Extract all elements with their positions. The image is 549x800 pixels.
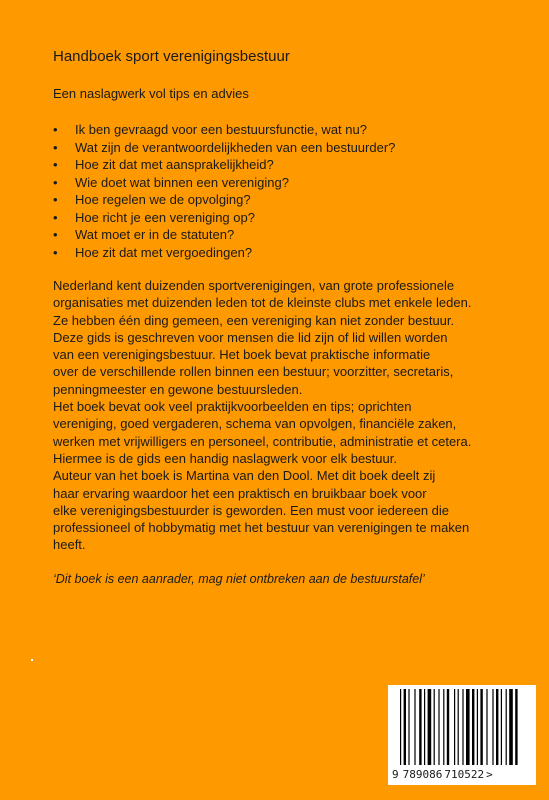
- question-list: [53, 121, 395, 261]
- question-text: Wie doet wat binnen een vereniging?: [75, 174, 289, 190]
- barcode-bars: [396, 689, 528, 767]
- question-item: [53, 244, 395, 262]
- barcode-bar: [414, 689, 415, 765]
- description-line: over de verschillende rollen binnen een bestuur; voorzitter, secretaris,: [53, 364, 454, 380]
- barcode-bar: [447, 689, 449, 765]
- description-line: van een verenigingsbestuur. Het boek bevat praktische informatie: [53, 347, 431, 363]
- question-text: Hoe richt je een vereniging op?: [75, 209, 255, 225]
- barcode-bar: [404, 689, 406, 765]
- description-line: heeft.: [53, 537, 86, 553]
- description-line: elke verenigingsbestuurder is geworden. Een must voor iedereen die: [53, 502, 450, 518]
- barcode-bar: [509, 689, 513, 765]
- description-line: Het boek bevat ook veel praktijkvoorbeelden en tips; oprichten: [53, 399, 412, 415]
- isbn-group-1: 789086: [402, 768, 443, 781]
- isbn-number: [392, 768, 493, 781]
- bullet-dot: •: [53, 139, 58, 155]
- barcode-bar: [462, 689, 463, 765]
- isbn-arrow: >: [486, 768, 493, 781]
- description-line: haar ervaring waardoor het een praktisch en bruikbaar boek voor: [53, 485, 427, 501]
- book-title: Handboek sport verenigingsbestuur: [53, 48, 290, 65]
- barcode-bar: [515, 689, 517, 765]
- barcode-bar: [434, 689, 435, 765]
- barcode-bar: [443, 689, 444, 765]
- review-quote: ‘Dit boek is een aanrader, mag niet ontbreken aan de bestuurstafel’: [53, 572, 425, 586]
- barcode-bar: [424, 689, 425, 765]
- barcode-bar: [477, 689, 478, 765]
- question-item: [53, 191, 395, 209]
- question-text: Ik ben gevraagd voor een bestuursfunctie, wat nu?: [75, 122, 367, 137]
- question-item: [53, 209, 395, 227]
- book-subtitle: Een naslagwerk vol tips en advies: [53, 86, 249, 101]
- question-text: Hoe zit dat met vergoedingen?: [75, 244, 253, 260]
- barcode-bar: [400, 689, 401, 765]
- barcode-bar: [480, 689, 482, 765]
- barcode-bar: [501, 689, 502, 765]
- barcode-bar: [466, 689, 470, 765]
- isbn-group-2: 710522: [444, 768, 485, 781]
- question-item: [53, 139, 395, 157]
- decorative-speck: [31, 659, 33, 661]
- description-line: Nederland kent duizenden sportverenigingen, van grote professionele: [53, 278, 455, 293]
- description-line: professioneel of hobbymatig met het bestuur van verenigingen te maken: [53, 520, 470, 536]
- bullet-dot: •: [53, 122, 58, 137]
- barcode-bar: [472, 689, 474, 765]
- description-text: [53, 277, 533, 554]
- description-line: vereniging, goed vergaderen, schema van opvolgen, financiële zaken,: [53, 416, 457, 432]
- barcode-bar: [496, 689, 498, 765]
- barcode-bar: [454, 689, 455, 765]
- description-line: Ze hebben één ding gemeen, een vereniging kan niet zonder bestuur.: [53, 312, 455, 328]
- barcode-bar: [408, 689, 409, 765]
- description-line: Auteur van het boek is Martina van den Dool. Met dit boek deelt zij: [53, 468, 436, 484]
- question-text: Wat moet er in de statuten?: [75, 227, 235, 242]
- question-item: [53, 226, 395, 244]
- bullet-dot: •: [53, 227, 58, 242]
- bullet-dot: •: [53, 244, 58, 260]
- bullet-dot: •: [53, 174, 58, 190]
- barcode-bar: [486, 689, 487, 765]
- barcode-bar: [458, 689, 459, 765]
- description-line: Hiermee is de gids een handig naslagwerk voor elk bestuur.: [53, 450, 397, 466]
- isbn-lead-digit: 9: [392, 768, 399, 781]
- description-line: werken met vrijwilligers en personeel, contributie, administratie et cetera.: [53, 433, 472, 449]
- barcode-bar: [419, 689, 421, 765]
- bullet-dot: •: [53, 192, 58, 207]
- question-text: Wat zijn de verantwoordelijkheden van een bestuurder?: [75, 139, 396, 155]
- question-item: [53, 156, 395, 174]
- bullet-dot: •: [53, 209, 58, 225]
- isbn-barcode: [388, 685, 536, 785]
- barcode-bar: [438, 689, 439, 765]
- description-line: Deze gids is geschreven voor mensen die lid zijn of lid willen worden: [53, 329, 448, 345]
- question-item: [53, 121, 395, 139]
- question-item: [53, 174, 395, 192]
- barcode-bar: [428, 689, 432, 765]
- barcode-bar: [506, 689, 507, 765]
- bullet-dot: •: [53, 157, 58, 172]
- description-line: penningmeester en gewone bestuursleden.: [53, 381, 303, 397]
- question-text: Hoe regelen we de opvolging?: [75, 192, 251, 207]
- barcode-bar: [492, 689, 493, 765]
- description-line: organisaties met duizenden leden tot de kleinste clubs met enkele leden.: [53, 295, 472, 311]
- question-text: Hoe zit dat met aansprakelijkheid?: [75, 157, 274, 172]
